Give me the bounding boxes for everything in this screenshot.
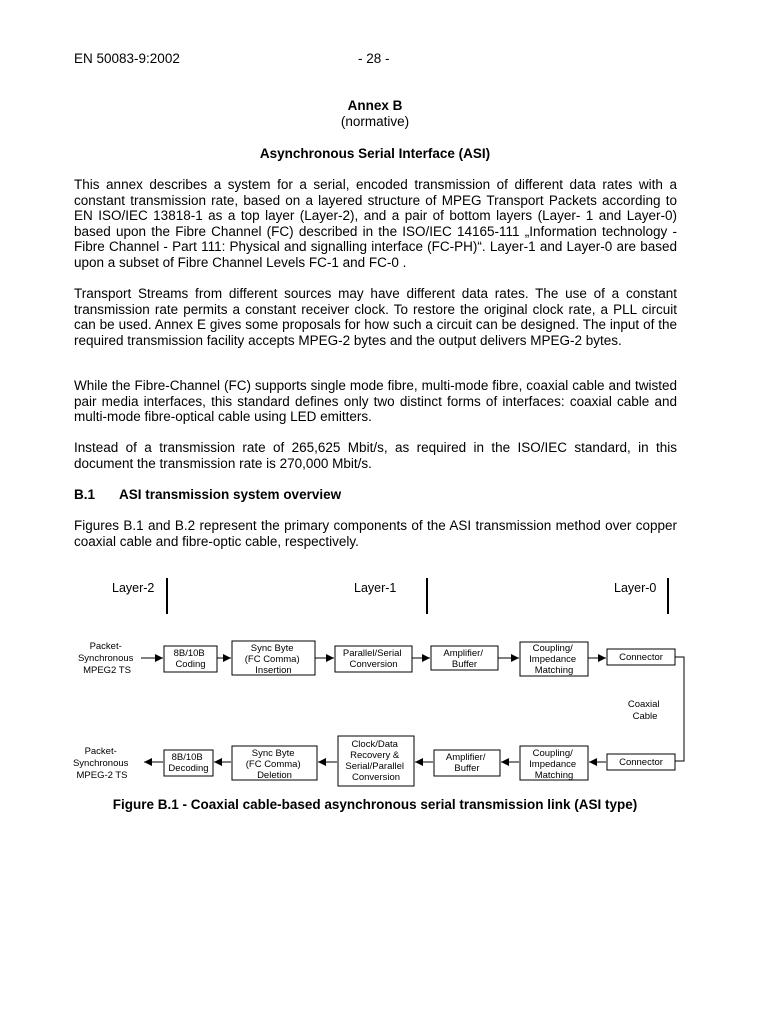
page-number: - 28 - [358,51,390,66]
annex-title: Annex B [347,98,403,113]
clock-recovery-label: Clock/Data Recovery & Serial/Parallel Conversion [345,739,404,783]
rx-coupling-label: Coupling/ Impedance Matching [529,748,577,781]
par-ser-label: Parallel/Serial Conversion [342,648,402,670]
coax-cable-line [675,657,684,761]
tx-source-label: Packet- Synchronous MPEG2 TS [77,641,134,676]
annex-section-title: Asynchronous Serial Interface (ASI) [259,146,491,161]
decoding-label: 8B/10B Decoding [168,752,209,774]
annex-subtitle: (normative) [340,114,410,129]
paragraph-figures-intro: Figures B.1 and B.2 represent the primary components of the ASI transmission method over copper coaxial cable and fibre-optic cable, respectively. [74,518,677,549]
layer-1-label: Layer-1 [354,581,397,595]
section-number: B.1 [74,487,96,502]
rx-connector-label: Connector [619,757,663,768]
tx-amp-label: Amplifier/ Buffer [443,648,483,670]
tx-connector-label: Connector [619,652,663,663]
section-title: ASI transmission system overview [119,487,342,502]
asi-coax-diagram [0,570,768,800]
coax-cable-label: Coaxial Cable [627,699,660,722]
figure-caption: Figure B.1 - Coaxial cable-based asynchronous serial transmission link (ASI type) [112,797,638,812]
paragraph-fibre-channel: While the Fibre-Channel (FC) supports single mode fibre, multi-mode fibre, coaxial cable and twisted pair media interfaces, this standard defines only two distinct forms of interfaces: coaxial cable and multi-mode fibre-optical cable using LED emitters. [74,378,677,425]
paragraph-intro: This annex describes a system for a serial, encoded transmission of different data rates with a constant transmission rate, based on a layered structure of MPEG Transport Packets according to EN ISO/IEC 13818-1 as a top layer (Layer-2), and a pair of bottom layers (Layer- 1 and Layer-0) based upon the Fibre Channel (FC) described in the ISO/IEC 14165-111 „Information technology - Fibre Channel - Part 111: Physical and signalling interface (FC-PH)“. Layer-1 and Layer-0 are based upon a subset of Fibre Channel Levels FC-1 and FC-0 . [74,177,677,270]
paragraph-transport-streams: Transport Streams from different sources may have different data rates. The use of a constant transmission rate permits a constant receiver clock. To restore the original clock rate, a PLL circuit can be used. Annex E gives some proposals for how such a circuit can be designed. The input of the required transmission facility accepts MPEG-2 bytes and the output delivers MPEG-2 bytes. [74,286,677,348]
rx-sink-label: Packet- Synchronous MPEG-2 TS [72,746,129,781]
layer-0-label: Layer-0 [614,581,657,595]
coding-label: 8B/10B Coding [173,648,206,670]
tx-coupling-label: Coupling/ Impedance Matching [529,643,577,676]
sync-delete-label: Sync Byte (FC Comma) Deletion [245,748,301,781]
layer-2-label: Layer-2 [112,581,155,595]
document-id: EN 50083-9:2002 [74,51,180,66]
paragraph-transmission-rate: Instead of a transmission rate of 265,625 Mbit/s, as required in the ISO/IEC standard, in this document the transmission rate is 270,000 Mbit/s. [74,440,677,471]
rx-amp-label: Amplifier/ Buffer [445,752,486,774]
sync-insert-label: Sync Byte (FC Comma) Insertion [244,643,300,676]
